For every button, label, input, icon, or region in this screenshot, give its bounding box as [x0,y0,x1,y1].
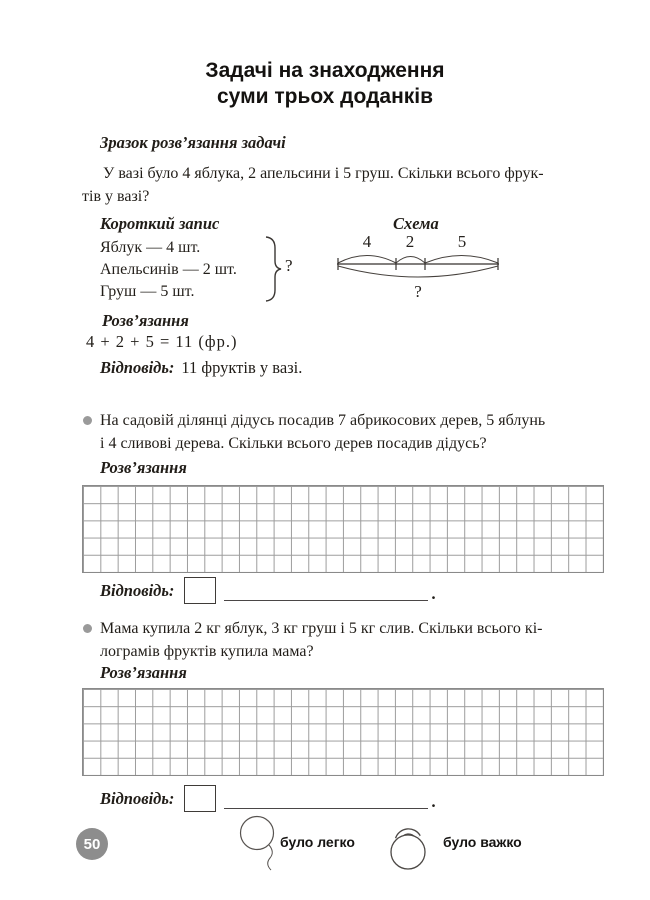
page-title-line1: Задачі на знаходження [205,59,445,82]
task2-solution-grid[interactable] [82,688,604,776]
task1-solution-grid[interactable] [82,485,604,573]
page-title [0,58,650,110]
task1-answer-period: . [431,584,436,603]
task2-text-line2: лограмів фруктів купила мама? [100,643,314,660]
task2-answer-period: . [431,792,436,811]
task1-answer-box[interactable] [184,577,216,604]
short-record-item-oranges: Апельсинів — 2 шт. [100,261,237,278]
short-record-question: ? [285,256,293,275]
short-record-heading: Короткий запис [100,214,220,233]
short-record-list [100,237,237,303]
sample-solution-equation: 4 + 2 + 5 = 11 (фр.) [86,332,238,351]
task1-solution-heading: Розв’язання [100,458,187,477]
short-record-item-pears: Груш — 5 шт. [100,283,195,300]
sample-problem-line2: тів у вазі? [82,188,150,205]
task1-answer-line[interactable] [224,600,428,601]
page-title-line2: суми трьох доданків [216,85,434,108]
task2-answer-line[interactable] [224,808,428,809]
scheme-total-question: ? [414,282,422,301]
scheme-label-4: 4 [362,233,372,251]
task1-text [100,409,600,455]
scheme-heading: Схема [393,214,439,233]
sample-answer-text: 11 фруктів у вазі. [181,358,303,377]
sample-answer-label: Відповідь: [100,358,175,377]
task1-answer-row [100,574,436,604]
task2-answer-label: Відповідь: [100,789,175,808]
scheme-label-5: 5 [457,233,467,251]
kettlebell-hard-icon[interactable] [384,812,434,872]
page-number: 50 [83,835,101,853]
scheme-diagram [332,233,508,301]
task1-text-line2: і 4 сливові дерева. Скільки всього дерев посадив дідусь? [100,435,487,452]
task2-text [100,617,600,663]
task2-answer-box[interactable] [184,785,216,812]
task2-answer-row [100,782,436,812]
sample-problem-text [82,162,582,208]
task2-bullet-icon [83,624,92,633]
task1-answer-label: Відповідь: [100,581,175,600]
task1-text-line1: На садовій ділянці дідусь посадив 7 абрикосових дерев, 5 яблунь [100,412,546,429]
sample-problem-line1: У вазі було 4 яблука, 2 апельсини і 5 груш. Скільки всього фрук- [103,165,544,182]
task2-solution-heading: Розв’язання [100,663,187,682]
sample-solution-heading: Розв’язання [102,311,189,330]
scheme-label-2: 2 [405,233,415,251]
sample-answer [100,358,302,378]
sample-heading: Зразок розв’язання задачі [100,133,286,152]
balloon-easy-icon[interactable] [236,813,282,875]
curly-brace-icon [265,235,283,303]
easy-label: було легко [280,834,355,850]
hard-label: було важко [443,834,522,850]
task2-text-line1: Мама купила 2 кг яблук, 3 кг груш і 5 кг слив. Скільки всього кі- [100,620,543,637]
page-number-badge [76,828,108,860]
short-record-item-apples: Яблук — 4 шт. [100,239,201,256]
task1-bullet-icon [83,416,92,425]
